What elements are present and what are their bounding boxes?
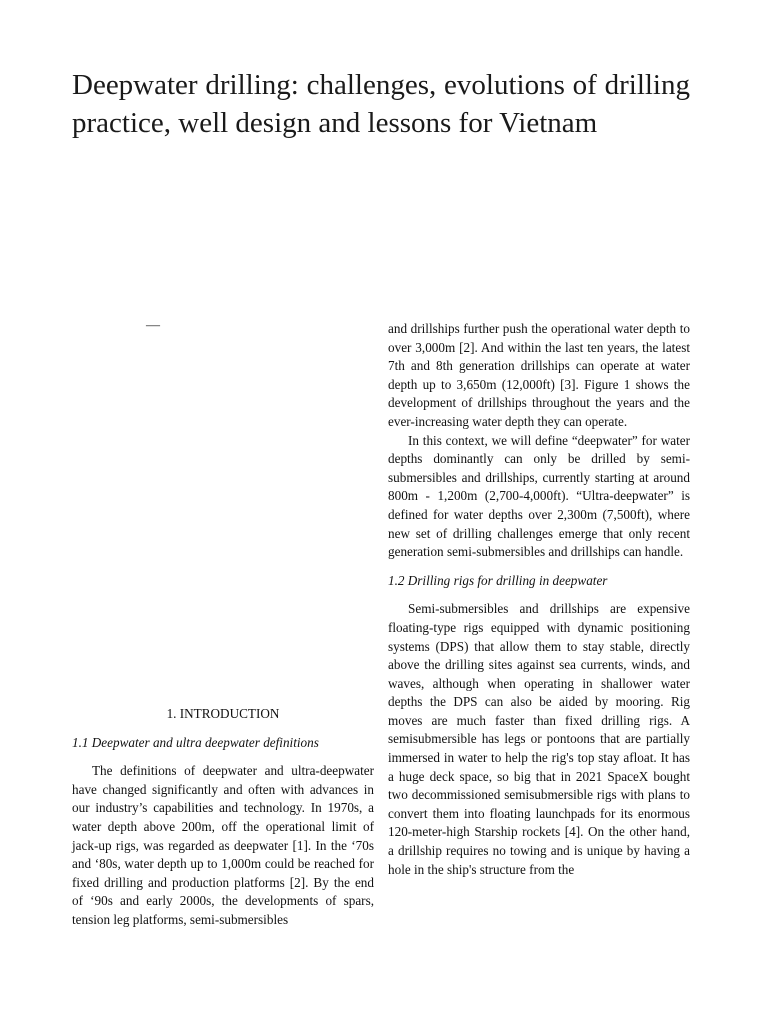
subsection-heading-drilling-rigs: 1.2 Drilling rigs for drilling in deepwater (388, 572, 608, 588)
subsection-heading-definitions: 1.1 Deepwater and ultra deepwater definitions (72, 734, 319, 750)
body-paragraph: Semi-submersibles and drillships are expensive floating-type rigs equipped with dynamic positioning systems (DPS) that allow them to stay stable, directly above the drilling sites against sea currents, winds, and waves, although when operating in shallower water depths the DPS can also be aided by mooring. Rig moves are much faster than fixed drilling rigs. A semisubmersible has legs or pontoons that are partially immersed in water to help the rig's top stay afloat. It has a huge deck space, so big that in 2021 SpaceX bought two decommissioned semisubmersible rigs with plans to convert them into floating launchpads for its enormous 120-meter-high Starship rockets [4]. On the other hand, a drillship requires no towing and is unique by having a hole in the ship's structure from the (388, 601, 690, 877)
paper-title: Deepwater drilling: challenges, evolutions of drilling practice, well design and lessons for Vietnam (72, 69, 690, 139)
body-paragraph: In this context, we will define “deepwater” for water depths dominantly can only be drilled by semi-submersibles and drillships, currently starting at around 800m - 1,200m (2,700-4,000ft). “Ultra-deepwater” is defined for water depths over 2,300m (7,500ft), where new set of drilling challenges emerge that only recent generation semi-submersibles and drillships can handle. (388, 432, 690, 560)
section-heading-introduction: 1. INTRODUCTION (166, 706, 280, 721)
author-dash: — (146, 318, 160, 333)
body-paragraph-continued: and drillships further push the operational water depth to over 3,000m [2]. And within the last ten years, the latest 7th and 8th generation drillships can operate at water depth up to 3,650m (12,000ft) [3]. Figure 1 shows the development of drillships throughout the years and the ever-increasing water depth they can operate. (388, 321, 690, 429)
body-paragraph: The definitions of deepwater and ultra-deepwater have changed significantly and often with advances in our industry’s capabilities and technology. In 1970s, a water depth above 200m, off the operational limit of jack-up rigs, was regarded as deepwater [1]. In the ‘70s and ‘80s, water depth up to 1,000m could be reached for fixed drilling and production platforms [2]. By the end of ‘90s and early 2000s, the developments of spars, tension leg platforms, semi-submersibles (72, 763, 374, 927)
left-column (72, 705, 374, 930)
right-column (388, 320, 690, 879)
